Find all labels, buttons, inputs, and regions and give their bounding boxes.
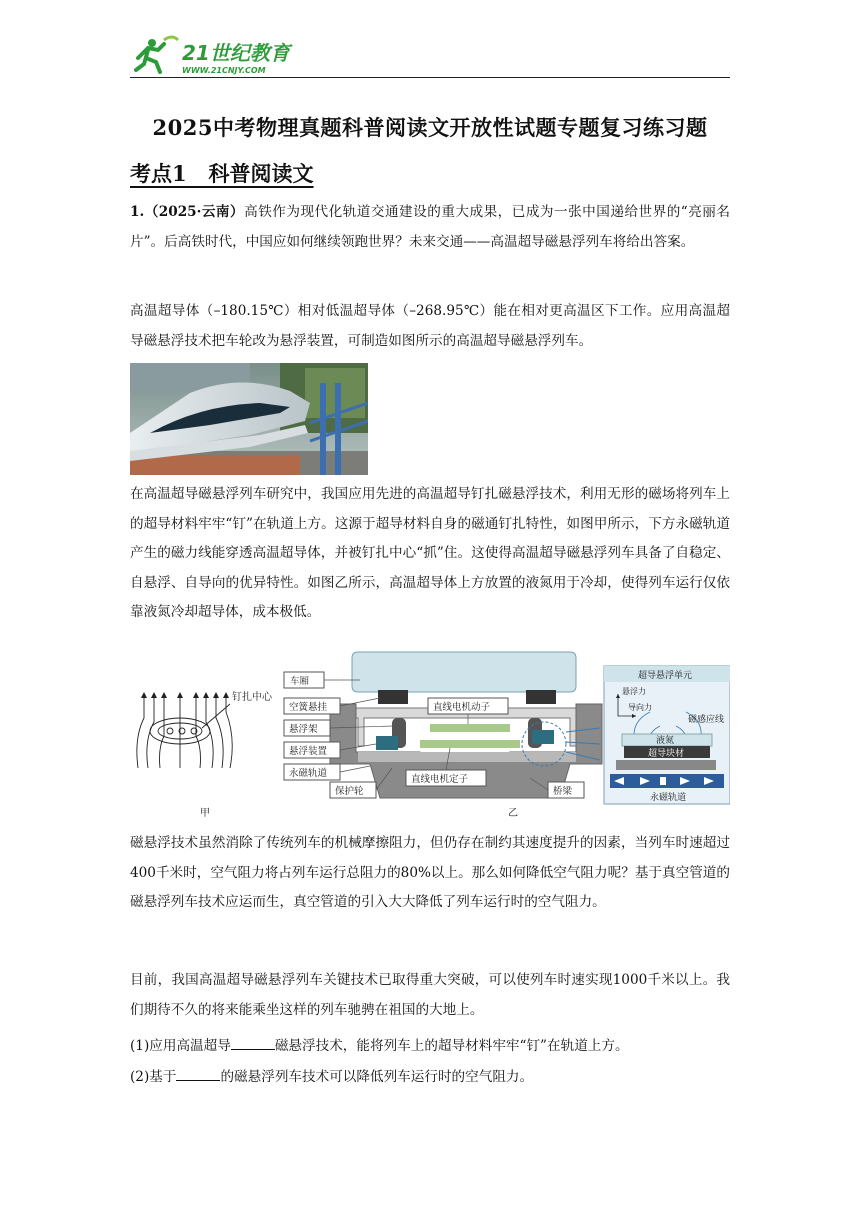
pm-track-label: 永磁轨道 — [650, 793, 687, 803]
pinning-center-label: 钉扎中心 — [232, 692, 272, 703]
q2-prefix: (2)基于 — [130, 1069, 177, 1085]
section-title: 考点1 科普阅读文 — [130, 161, 314, 186]
q1-prefix: (1)应用高温超导 — [130, 1038, 231, 1054]
runner-icon — [136, 37, 178, 72]
label-bridge: 桥梁 — [553, 786, 573, 797]
label-pm-track: 永磁轨道 — [289, 768, 328, 779]
label-guard-wheel: 保护轮 — [335, 786, 364, 797]
sub-question-1 — [130, 1032, 730, 1062]
q1-answer-blank[interactable] — [231, 1035, 275, 1050]
sub-question-2 — [130, 1063, 730, 1093]
liquid-nitrogen-label: 液氮 — [656, 736, 675, 746]
paragraph-air-resistance: 磁悬浮技术虽然消除了传统列车的机械摩擦阻力，但仍存在制约其速度提升的因素，当列车时速超过400千米时，空气阻力将占列车运行总阻力的80%以上。那么如何降低空气阻力呢？基于真空管道的磁悬浮列车技术应运而生，真空管道的引入大大降低了列车运行时的空气阻力。 — [130, 835, 730, 910]
logo-url: WWW.21CNJY.COM — [182, 66, 266, 75]
label-stator: 直线电机定子 — [411, 774, 469, 785]
question-number: 1. — [130, 204, 145, 220]
guide-force-label: 导向力 — [628, 703, 652, 712]
unit-title: 超导悬浮单元 — [638, 671, 693, 681]
q2-suffix: 的磁悬浮列车技术可以降低列车运行时的空气阻力。 — [220, 1069, 534, 1085]
question-intro — [130, 198, 730, 257]
levitation-force-label: 悬浮力 — [622, 687, 646, 696]
label-air-spring: 空簧悬挂 — [289, 702, 328, 713]
label-levitation-device: 悬浮装置 — [289, 746, 328, 757]
figure-b-label: 乙 — [508, 808, 518, 819]
document-title: 2025中考物理真题科普阅读文开放性试题专题复习练习题 — [152, 115, 708, 140]
label-bogie: 悬浮架 — [289, 724, 318, 735]
paragraph-pinning: 在高温超导磁悬浮列车研究中，我国应用先进的高温超导钉扎磁悬浮技术，利用无形的磁场将列车上的超导材料牢牢“钉”在轨道上方。这源于超导材料自身的磁通钉扎特性，如图甲所示，下方永磁轨道产生的磁力线能穿透高温超导体，并被钉扎中心“抓”住。这使得高温超导磁悬浮列车具备了自稳定、自悬浮、自导向的优异特性。如图乙所示，高温超导体上方放置的液氮用于冷却，使得列车运行仅依靠液氮冷却超导体，成本极低。 — [130, 486, 730, 620]
label-car: 车厢 — [290, 676, 310, 687]
question-source: （2025·云南） — [144, 204, 245, 220]
intro-text: 高铁作为现代化轨道交通建设的重大成果，已成为一张中国递给世界的“亮丽名片”。后高铁时代，中国应如何继续领跑世界？未来交通——高温超导磁悬浮列车将给出答案。 — [130, 204, 730, 250]
maglev-diagram — [130, 648, 730, 826]
logo-text: 21世纪教育 — [182, 41, 290, 65]
maglev-train-photo — [130, 363, 368, 475]
site-logo — [130, 32, 300, 78]
paragraph-breakthrough: 目前，我国高温超导磁悬浮列车关键技术已取得重大突破，可以使列车时速实现1000千米以上。我们期待不久的将来能乘坐这样的列车驰骋在祖国的大地上。 — [130, 972, 730, 1018]
q2-answer-blank[interactable] — [176, 1066, 220, 1081]
paragraph-superconductor: 高温超导体（–180.15℃）相对低温超导体（–268.95℃）能在相对更高温区下工作。应用高温超导磁悬浮技术把车轮改为悬浮装置，可制造如图所示的高温超导磁悬浮列车。 — [130, 303, 730, 349]
q1-suffix: 磁悬浮技术，能将列车上的超导材料牢牢“钉”在轨道上方。 — [274, 1038, 629, 1054]
sc-block-label: 超导块材 — [648, 749, 685, 759]
figure-a-flux-pinning — [137, 692, 232, 768]
flux-line-label: 磁感应线 — [688, 715, 725, 725]
label-rotor: 直线电机动子 — [433, 702, 491, 713]
header-rule — [130, 77, 730, 78]
figure-a-label: 甲 — [200, 808, 210, 819]
